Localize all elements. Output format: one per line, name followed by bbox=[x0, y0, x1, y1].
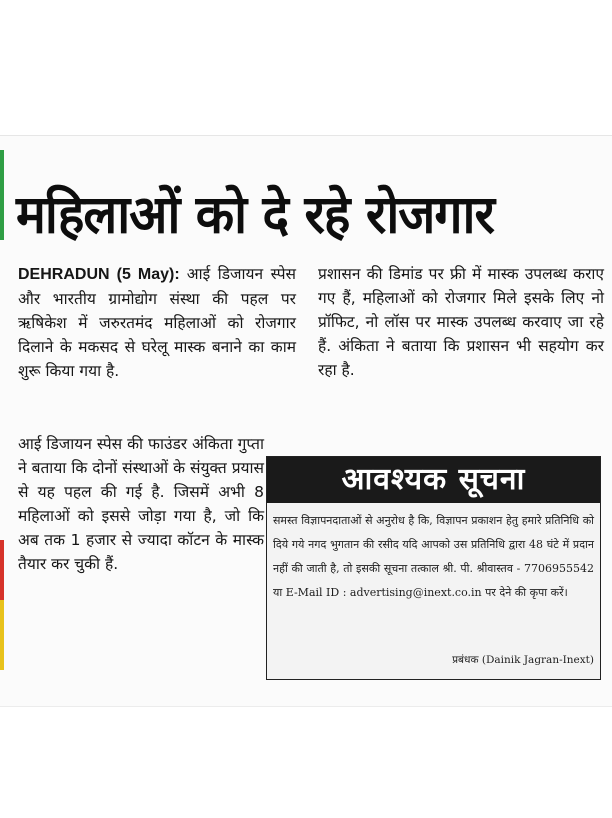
article-right-column: प्रशासन की डिमांड पर फ्री में मास्क उपलब्ध कराए गए हैं, महिलाओं को रोजगार मिले इसके लिए नो प्रॉफिट, नो लॉस पर मास्क उपलब्ध करवाए जा रहे हैं. अंकिता ने बताया कि प्रशासन भी सहयोग कर रहा है. bbox=[318, 265, 604, 379]
notice-signature: प्रबंधक (Dainik Jagran-Inext) bbox=[452, 654, 594, 666]
article-intro-text: आई डिजायन स्पेस और भारतीय ग्रामोद्योग संस्था की पहल पर ऋषिकेश में जरुरतमंद महिलाओं को रोजगार दिलाने के मकसद से घरेलू मास्क बनाने का काम शुरू किया गया है. bbox=[18, 265, 296, 380]
edge-color-mark-green bbox=[0, 150, 4, 240]
headline: महिलाओं को दे रहे रोजगार bbox=[16, 184, 494, 246]
notice-body: समस्त विज्ञापनदाताओं से अनुरोध है कि, विज्ञापन प्रकाशन हेतु हमारे प्रतिनिधि को दिये गये नगद भुगतान की रसीद यदि आपको उस प्रतिनिधि द्वारा 48 घंटे में प्रदान नहीं की जाती है, तो इसकी सूचना तत्काल श्री. पी. श्रीवास्तव - 7706955542 या E-Mail ID : advertising@inext.co.in पर देने की कृपा करें। bbox=[273, 514, 594, 599]
edge-color-mark-yellow bbox=[0, 600, 4, 670]
article-left-lower-text: आई डिजायन स्पेस की फाउंडर अंकिता गुप्ता ने बताया कि दोनों संस्थाओं के संयुक्त प्रयास से यह पहल की गई है. जिसमें अभी 8 महिलाओं को इससे जोड़ा गया है, जो कि अब तक 1 हजार से ज्यादा कॉटन के मास्क तैयार कर चुकी हैं. bbox=[18, 435, 264, 573]
edge-color-mark-red bbox=[0, 540, 4, 600]
notice-box bbox=[266, 456, 601, 680]
notice-title: आवश्यक सूचना bbox=[267, 457, 600, 503]
dateline: DEHRADUN (5 May): bbox=[18, 266, 187, 283]
article-left-column bbox=[18, 262, 296, 383]
